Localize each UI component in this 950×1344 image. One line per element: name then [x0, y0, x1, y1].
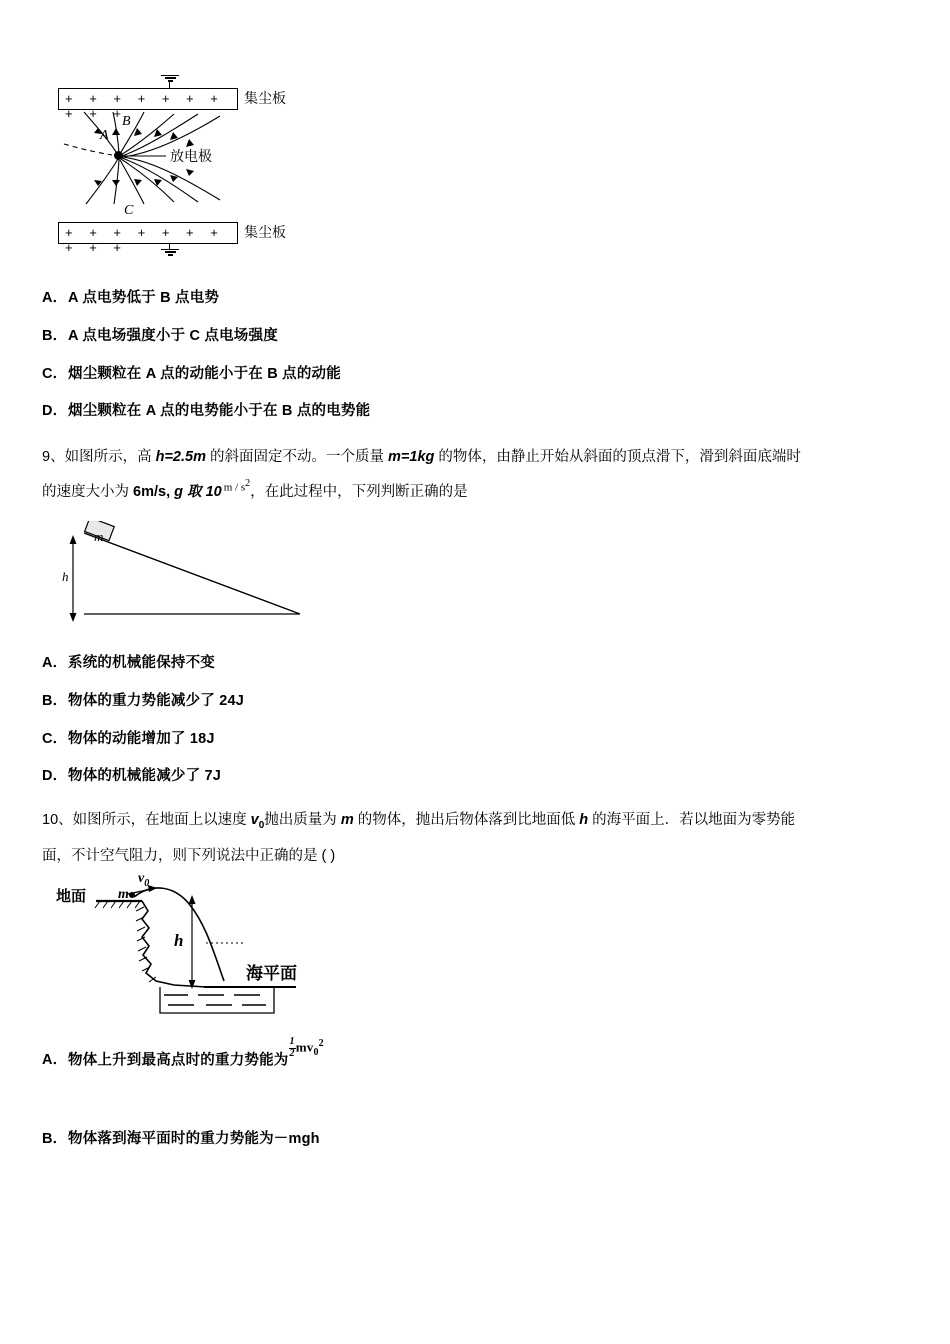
q9-unit-text: m / s	[223, 481, 246, 494]
q9-option-c	[42, 729, 908, 751]
projectile-svg	[56, 881, 356, 1021]
q10-stem-part-a: 10、如图所示，在地面上以速度	[42, 812, 251, 828]
q9-stem-m: m=1kg	[388, 449, 435, 465]
q9-option-c-label: C．	[42, 730, 68, 747]
q9-stem-line2	[42, 478, 908, 507]
q8-option-d	[42, 401, 908, 423]
q8-option-c	[42, 364, 908, 386]
label-v0-main: v	[138, 870, 145, 886]
q10-option-b-label: B．	[42, 1130, 68, 1147]
q9-stem-part3: 的物体，由静止开始从斜面的顶点滑下，滑到斜面底端时	[434, 449, 801, 465]
label-sea-level: 海平面	[246, 963, 297, 983]
q9-option-d-label: D．	[42, 768, 68, 785]
formula-superscript: 2	[318, 1037, 324, 1049]
q8-option-b	[42, 326, 908, 348]
q9-stem-line1	[42, 443, 908, 472]
q8-option-c-text: 烟尘颗粒在 A 点的动能小于在 B 点的动能	[68, 365, 341, 382]
q9-option-a-text: 系统的机械能保持不变	[68, 655, 215, 671]
q10-stem-line1	[42, 806, 908, 836]
point-label-a: A	[100, 128, 109, 143]
label-projectile-mass: m	[118, 886, 129, 902]
document-content	[42, 70, 908, 1167]
q9-stem-line2-part1: 的速度大小为	[42, 484, 134, 500]
label-initial-velocity	[138, 871, 149, 889]
q9-option-c-text: 物体的动能增加了 18J	[68, 730, 215, 747]
label-fall-height: h	[174, 930, 184, 950]
label-ground: 地面	[56, 887, 87, 905]
label-discharge-electrode: 放电极	[170, 148, 212, 164]
q10-option-b	[42, 1129, 908, 1151]
q9-stem-part1: 9、如图所示，高	[42, 449, 156, 465]
q10-option-a	[42, 1036, 908, 1073]
q8-option-a-text: A 点电势低于 B 点电势	[68, 290, 220, 306]
q10-option-a-label: A．	[42, 1052, 68, 1069]
q10-option-b-text: 物体落到海平面时的重力势能为－mgh	[68, 1130, 320, 1147]
q8-option-b-label: B．	[42, 327, 68, 344]
q10-stem-part-b: 抛出质量为	[264, 812, 341, 828]
formula-fraction	[289, 1037, 296, 1059]
top-plate-charges: + + + + + + + + + +	[65, 91, 225, 121]
q8-option-a	[42, 288, 908, 310]
formula-body: mv	[295, 1039, 314, 1055]
q9-stem-g: g 取 10	[170, 484, 222, 500]
q10-stem-part-d: 的海平面上．若以地面为零势能	[588, 812, 796, 828]
formula-subscript: 0	[313, 1046, 319, 1058]
q10-stem-line2	[42, 842, 908, 871]
q9-stem-part2: 的斜面固定不动。一个质量	[205, 449, 389, 465]
q9-stem-velocity: 6m/s,	[133, 484, 171, 500]
bottom-plate-charges: + + + + + + + + + +	[65, 225, 225, 255]
q10-option-a-text: 物体上升到最高点时的重力势能为	[68, 1052, 289, 1069]
incline-mass-label: m	[94, 529, 104, 544]
q9-option-b-label: B．	[42, 692, 68, 709]
label-v0-sub: 0	[144, 877, 150, 889]
q10-stem-m: m	[340, 812, 354, 828]
q9-option-d-text: 物体的机械能减少了 7J	[68, 768, 222, 785]
q10-stem-v0: v	[250, 812, 259, 828]
q10-stem-part-c: 的物体，抛出后物体落到比地面低	[353, 812, 580, 828]
figure-inclined-plane	[60, 521, 340, 631]
q9-stem-unit	[224, 479, 250, 494]
point-label-b: B	[122, 114, 131, 129]
figure-projectile-cliff	[56, 870, 356, 1021]
q9-stem-h: h=2.5m	[155, 449, 206, 465]
field-lines-svg	[58, 70, 358, 270]
q8-option-d-label: D．	[42, 403, 68, 420]
q8-option-c-label: C．	[42, 365, 68, 382]
q10-option-a-formula	[289, 1036, 324, 1060]
label-top-collector-plate: 集尘板	[244, 90, 286, 106]
q10-stem-h: h	[579, 812, 589, 828]
q9-option-b-text: 物体的重力势能减少了 24J	[68, 692, 245, 709]
q8-option-d-text: 烟尘颗粒在 A 点的电势能小于在 B 点的电势能	[68, 403, 371, 420]
figure-electrostatic-precipitator	[58, 70, 358, 270]
label-bottom-collector-plate: 集尘板	[244, 224, 286, 240]
q9-option-b	[42, 691, 908, 713]
q9-option-a-label: A．	[42, 655, 68, 671]
q9-stem-line2-part2: ，在此过程中，下列判断正确的是	[250, 484, 468, 500]
q9-option-d	[42, 766, 908, 788]
q9-option-a	[42, 653, 908, 675]
point-label-c: C	[124, 203, 134, 218]
q9-unit-exponent: 2	[245, 477, 251, 489]
incline-height-label: h	[62, 569, 69, 584]
formula-numerator: 1	[289, 1036, 295, 1048]
q10-stem-line2-text: 面，不计空气阻力，则下列说法中正确的是 ( )	[42, 847, 336, 864]
q8-option-b-text: A 点电场强度小于 C 点电场强度	[68, 327, 278, 344]
formula-denominator: 2	[289, 1047, 295, 1059]
q10-stem-v0-sub: 0	[258, 819, 265, 831]
q8-option-a-label: A．	[42, 290, 68, 306]
